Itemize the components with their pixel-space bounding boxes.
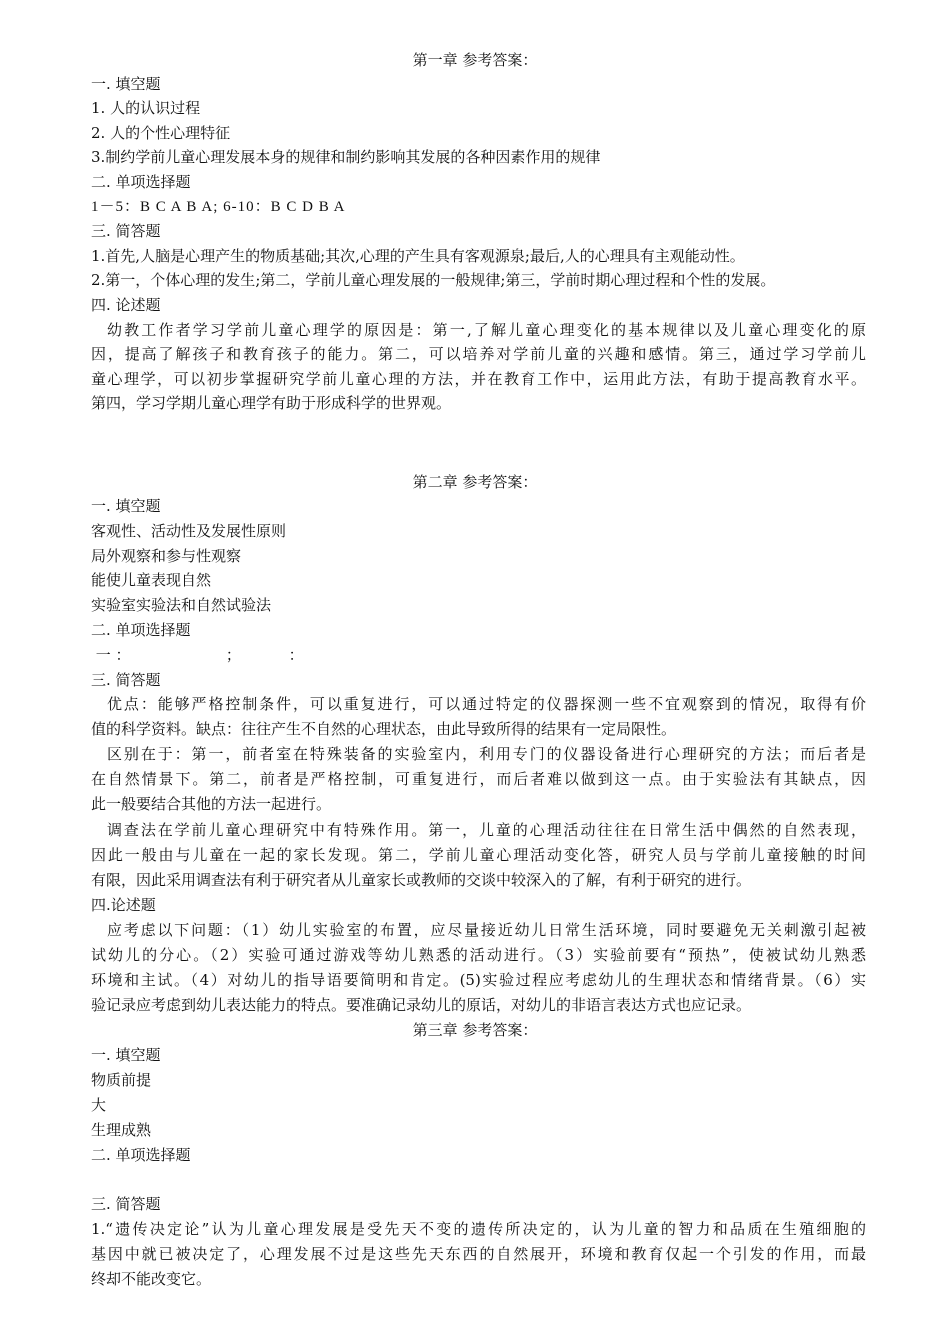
- ch2-fill-item-2: 局外观察和参与性观察: [91, 547, 242, 565]
- ch1-essay-heading: 四. 论述题: [91, 296, 161, 314]
- ch1-essay-line-2: 因，提高了解孩子和教育孩子的能力。第二，可以培养对学前儿童的兴趣和感情。第三，通过学习学前儿: [91, 345, 866, 363]
- ch1-fill-heading: 一. 填空题: [91, 75, 161, 93]
- ch2-essay-line-2: 试幼儿的分心。（2）实验可通过游戏等幼儿熟悉的活动进行。（3）实验前要有“预热”，使被试幼儿熟悉: [91, 946, 866, 964]
- ch2-choice-heading: 二. 单项选择题: [91, 621, 191, 639]
- ch2-short-line-2: 值的科学资料。缺点：往往产生不自然的心理状态，由此导致所得的结果有一定局限性。: [91, 720, 677, 738]
- ch1-choice-heading: 二. 单项选择题: [91, 173, 191, 191]
- ch1-short-answer-1: 1.首先,人脑是心理产生的物质基础;其次,心理的产生具有客观源泉;最后,人的心理具有主观能动性。: [91, 247, 745, 265]
- ch1-fill-item-1: 1. 人的认识过程: [91, 99, 201, 117]
- ch3-short-line-3: 终却不能改变它。: [91, 1270, 212, 1288]
- ch1-fill-item-2: 2. 人的个性心理特征: [91, 124, 231, 142]
- ch1-essay-line-1: 幼教工作者学习学前儿童心理学的原因是：第一,了解儿童心理变化的基本规律以及儿童心理变化的原: [107, 321, 866, 339]
- ch2-short-line-1: 优点：能够严格控制条件，可以重复进行，可以通过特定的仪器探测一些不宜观察到的情况，取得有价: [107, 695, 866, 713]
- ch1-short-answer-2: 2.第一，个体心理的发生;第二，学前儿童心理发展的一般规律;第三，学前时期心理过程和个性的发展。: [91, 271, 776, 289]
- chapter3-title: 第三章 参考答案：: [412, 1021, 538, 1039]
- ch2-short-line-5: 此一般要结合其他的方法一起进行。: [91, 795, 332, 813]
- ch1-short-heading: 三. 简答题: [91, 222, 161, 240]
- ch3-choice-heading: 二. 单项选择题: [91, 1146, 191, 1164]
- ch2-fill-item-3: 能使儿童表现自然: [91, 571, 212, 589]
- ch3-short-line-1: 1.“遗传决定论”认为儿童心理发展是受先天不变的遗传所决定的，认为儿童的智力和品质在生殖细胞的: [91, 1220, 866, 1238]
- ch2-essay-line-1: 应考虑以下问题：（1）幼儿实验室的布置，应尽量接近幼儿日常生活环境，同时要避免无关刺激引起被: [107, 921, 866, 939]
- chapter1-title: 第一章 参考答案：: [412, 51, 538, 69]
- ch1-fill-item-3: 3.制约学前儿童心理发展本身的规律和制约影响其发展的各种因素作用的规律: [91, 148, 601, 166]
- ch2-short-line-3: 区别在于：第一，前者室在特殊装备的实验室内，利用专门的仪器设备进行心理研究的方法；而后者是: [107, 745, 866, 763]
- ch2-short-line-8: 有限，因此采用调查法有利于研究者从儿童家长或教师的交谈中较深入的了解，有利于研究的进行。: [91, 871, 752, 889]
- ch2-fill-item-1: 客观性、活动性及发展性原则: [91, 522, 287, 540]
- ch2-short-heading: 三. 简答题: [91, 671, 161, 689]
- ch3-fill-heading: 一. 填空题: [91, 1046, 161, 1064]
- ch2-fill-heading: 一. 填空题: [91, 497, 161, 515]
- ch3-fill-item-2: 大: [91, 1096, 107, 1114]
- ch3-short-heading: 三. 简答题: [91, 1195, 161, 1213]
- ch2-short-line-4: 在自然情景下。第二，前者是严格控制，可重复进行，而后者难以做到这一点。由于实验法有其缺点，因: [91, 770, 866, 788]
- ch1-essay-line-4: 第四，学习学期儿童心理学有助于形成科学的世界观。: [91, 394, 452, 412]
- ch1-choice-answers: 1－5：B C A B A; 6-10：B C D B A: [91, 199, 346, 215]
- ch3-short-line-2: 基因中就已被决定了，心理发展不过是这些先天东西的自然展开，环境和教育仅起一个引发的作用，而最: [91, 1245, 866, 1263]
- ch2-short-line-7: 因此一般由与儿童在一起的家长发现。第二，学前儿童心理活动变化答，研究人员与学前儿童接触的时间: [91, 846, 866, 864]
- ch2-essay-heading: 四.论述题: [91, 896, 156, 914]
- chapter2-title: 第二章 参考答案：: [412, 473, 538, 491]
- ch3-fill-item-3: 生理成熟: [91, 1121, 152, 1139]
- ch2-choice-answers: 一 ： ； ：: [91, 646, 304, 664]
- ch2-fill-item-4: 实验室实验法和自然试验法: [91, 596, 272, 614]
- ch2-essay-line-4: 验记录应考虑到幼儿表达能力的特点。要准确记录幼儿的原话，对幼儿的非语言表达方式也应记录。: [91, 996, 752, 1014]
- ch2-essay-line-3: 环境和主试。（4）对幼儿的指导语要简明和肯定。(5)实验过程应考虑幼儿的生理状态和情绪背景。（6）实: [91, 971, 866, 989]
- ch3-fill-item-1: 物质前提: [91, 1071, 152, 1089]
- ch1-essay-line-3: 童心理学，可以初步掌握研究学前儿童心理的方法，并在教育工作中，运用此方法，有助于提高教育水平。: [91, 370, 866, 388]
- ch2-short-line-6: 调查法在学前儿童心理研究中有特殊作用。第一，儿童的心理活动往往在日常生活中偶然的自然表现，: [107, 821, 866, 839]
